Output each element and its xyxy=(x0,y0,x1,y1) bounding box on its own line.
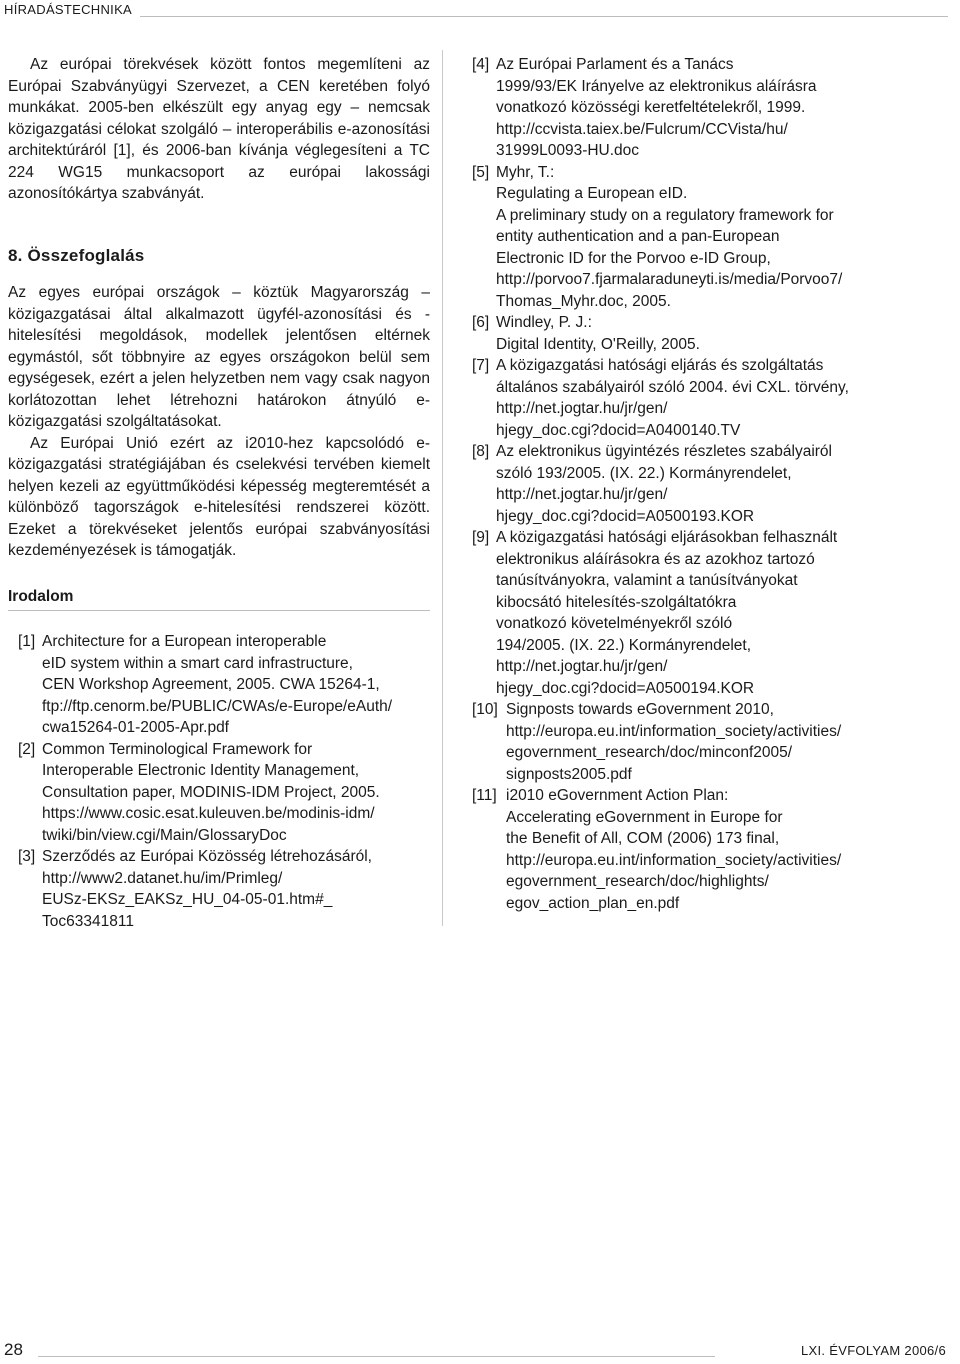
reference-item xyxy=(470,312,930,355)
reference-line: elektronikus aláírásokra és az azokhoz tartozó xyxy=(496,550,815,568)
reference-link[interactable]: http://net.jogtar.hu/jr/gen/ xyxy=(496,400,668,417)
references-heading-block xyxy=(8,586,430,612)
reference-line: Windley, P. J.: xyxy=(496,314,592,331)
journal-section-title: HÍRADÁSTECHNIKA xyxy=(4,2,133,17)
reference-link[interactable]: hjegy_doc.cgi?docid=A0500194.KOR xyxy=(496,679,755,697)
reference-link[interactable]: 31999L0093-HU.doc xyxy=(496,142,640,159)
reference-link[interactable]: Toc63341811 xyxy=(42,912,134,930)
reference-line: Az Európai Parlament és a Tanács xyxy=(496,56,734,73)
reference-line: A közigazgatási hatósági eljárásokban felhasznált xyxy=(496,529,838,546)
reference-number: [10] xyxy=(472,701,498,718)
reference-number: [3] xyxy=(18,848,36,865)
intro-paragraph: Az európai törekvések között fontos megemlíteni az Európai Szabványügyi Szervezet, a CEN keretében folyó munkákat. 2005-ben elkészült egy anyag egy – nemcsak közigazgatási célokat szolgáló – interoperábilis e-azonosítási architektúráról [1], és 2006-ban kívánja véglegesíteni a TC 224 WG15 munkacsoport az európai lakossági azonosítókártya szabványát. xyxy=(8,56,430,202)
reference-list-right xyxy=(470,54,930,914)
reference-line: i2010 eGovernment Action Plan: xyxy=(506,787,729,804)
reference-line: 194/2005. (IX. 22.) Kormányrendelet, xyxy=(496,636,752,654)
left-column xyxy=(8,54,430,932)
reference-link[interactable]: egovernment_research/doc/highlights/ xyxy=(506,873,769,890)
reference-list-left xyxy=(8,631,430,932)
reference-number: [8] xyxy=(472,443,490,460)
reference-item xyxy=(8,739,430,847)
reference-line: szóló 193/2005. (IX. 22.) Kormányrendelet, xyxy=(496,464,792,482)
reference-line: entity authentication and a pan-European xyxy=(496,228,780,245)
reference-link[interactable]: signposts2005.pdf xyxy=(506,765,632,783)
reference-link[interactable]: http://porvoo7.fjarmalaraduneyti.is/media/Porvoo7/ xyxy=(496,271,843,288)
reference-link[interactable]: http://europa.eu.int/information_society/activities/ xyxy=(506,851,842,869)
reference-line: Accelerating eGovernment in Europe for xyxy=(506,808,783,826)
reference-line: vonatkozó követelményekről szóló xyxy=(496,615,733,632)
reference-line: Digital Identity, O'Reilly, 2005. xyxy=(496,335,700,353)
reference-item xyxy=(8,846,430,932)
reference-link[interactable]: http://ccvista.taiex.be/Fulcrum/CCVista/hu/ xyxy=(496,120,788,138)
reference-line: Myhr, T.: xyxy=(496,163,555,181)
summary-paragraph-2: Az Európai Unió ezért az i2010-hez kapcsolódó e-közigazgatási stratégiájában és cselekvési tervében kiemelt helyen kezeli az együttműködési képesség megteremtését a különböző tagországok e-hitelesítési rendszerei között. Ezeket a törekvéseket jelentős európai szabványosítási kezdeményezések is támogatják. xyxy=(8,434,430,559)
header-rule xyxy=(140,16,948,17)
reference-link[interactable]: http://europa.eu.int/information_society/activities/ xyxy=(506,722,842,740)
footer-rule xyxy=(38,1356,715,1357)
reference-number: [4] xyxy=(472,56,490,73)
summary-paragraph-1: Az egyes európai országok – köztük Magyarország – közigazgatásai által alkalmazott ügyfél-azonosítási és -hitelesítési megoldások, modellek jelentősen eltérnek egymástól, sőt többnyire az egyes országokon belül sem egységesek, ezért a jelen helyzetben nem vagy csak nagyon korlátozottan lehet létrehozni határokon átnyúló e-közigazgatási szolgáltatásokat. xyxy=(8,284,430,430)
reference-line: tanúsítványokra, valamint a tanúsítványokat xyxy=(496,572,798,589)
reference-link[interactable]: twiki/bin/view.cgi/Main/GlossaryDoc xyxy=(42,826,287,844)
reference-number: [9] xyxy=(472,529,490,546)
reference-line: Architecture for a European interoperable xyxy=(42,633,327,650)
reference-line: eID system within a smart card infrastructure, xyxy=(42,654,353,672)
reference-link[interactable]: egov_action_plan_en.pdf xyxy=(506,894,680,912)
reference-number: [1] xyxy=(18,633,36,650)
right-column xyxy=(470,54,930,914)
reference-item xyxy=(470,54,930,162)
reference-line: A közigazgatási hatósági eljárás és szolgáltatás xyxy=(496,357,824,374)
reference-item xyxy=(470,699,930,785)
reference-link[interactable]: ftp://ftp.cenorm.be/PUBLIC/CWAs/e-Europe/eAuth/ xyxy=(42,697,393,715)
reference-number: [6] xyxy=(472,314,490,331)
reference-line: Regulating a European eID. xyxy=(496,185,688,202)
reference-link[interactable]: Thomas_Myhr.doc, 2005. xyxy=(496,292,671,310)
reference-link[interactable]: http://net.jogtar.hu/jr/gen/ xyxy=(496,658,668,675)
reference-number: [2] xyxy=(18,740,36,758)
reference-line: CEN Workshop Agreement, 2005. CWA 15264-1, xyxy=(42,676,380,693)
reference-link[interactable]: hjegy_doc.cgi?docid=A0500193.KOR xyxy=(496,507,755,525)
reference-line: Signposts towards eGovernment 2010, xyxy=(506,701,774,718)
reference-link[interactable]: http://net.jogtar.hu/jr/gen/ xyxy=(496,486,668,503)
column-divider xyxy=(442,50,443,926)
reference-link[interactable]: https://www.cosic.esat.kuleuven.be/modinis-idm/ xyxy=(42,805,375,822)
issue-label: LXI. ÉVFOLYAM 2006/6 xyxy=(801,1343,946,1358)
reference-line: A preliminary study on a regulatory framework for xyxy=(496,206,834,224)
reference-item xyxy=(470,785,930,914)
reference-line: Interoperable Electronic Identity Management, xyxy=(42,762,360,779)
reference-line: Szerződés az Európai Közösség létrehozásáról, xyxy=(42,848,372,865)
reference-line: Consultation paper, MODINIS-IDM Project, 2005. xyxy=(42,783,380,801)
reference-line: vonatkozó közösségi keretfeltételekről, 1999. xyxy=(496,99,806,116)
reference-link[interactable]: EUSz-EKSz_EAKSz_HU_04-05-01.htm#_ xyxy=(42,891,333,908)
reference-line: általános szabályairól szóló 2004. évi CXL. törvény, xyxy=(496,378,849,396)
reference-number: [5] xyxy=(472,163,490,181)
reference-item xyxy=(470,162,930,313)
reference-link[interactable]: http://www2.datanet.hu/im/Primleg/ xyxy=(42,869,283,887)
running-header xyxy=(0,0,960,22)
reference-number: [7] xyxy=(472,357,490,374)
references-heading: Irodalom xyxy=(8,586,430,612)
reference-line: Electronic ID for the Porvoo e-ID Group, xyxy=(496,249,771,267)
reference-item xyxy=(470,527,930,699)
section-heading-summary: 8. Összefoglalás xyxy=(8,245,145,265)
reference-item xyxy=(470,441,930,527)
reference-link[interactable]: egovernment_research/doc/minconf2005/ xyxy=(506,744,793,761)
reference-link[interactable]: hjegy_doc.cgi?docid=A0400140.TV xyxy=(496,421,741,439)
reference-line: Az elektronikus ügyintézés részletes szabályairól xyxy=(496,443,832,460)
reference-item xyxy=(8,631,430,739)
reference-line: kibocsátó hitelesítés-szolgáltatókra xyxy=(496,593,737,611)
reference-item xyxy=(470,355,930,441)
reference-line: Common Terminological Framework for xyxy=(42,740,313,758)
reference-link[interactable]: cwa15264-01-2005-Apr.pdf xyxy=(42,719,229,736)
reference-line: 1999/93/EK Irányelve az elektronikus aláírásra xyxy=(496,77,817,95)
page-number: 28 xyxy=(4,1340,23,1359)
reference-number: [11] xyxy=(472,787,497,804)
running-footer xyxy=(0,1336,960,1364)
reference-line: the Benefit of All, COM (2006) 173 final, xyxy=(506,830,780,847)
